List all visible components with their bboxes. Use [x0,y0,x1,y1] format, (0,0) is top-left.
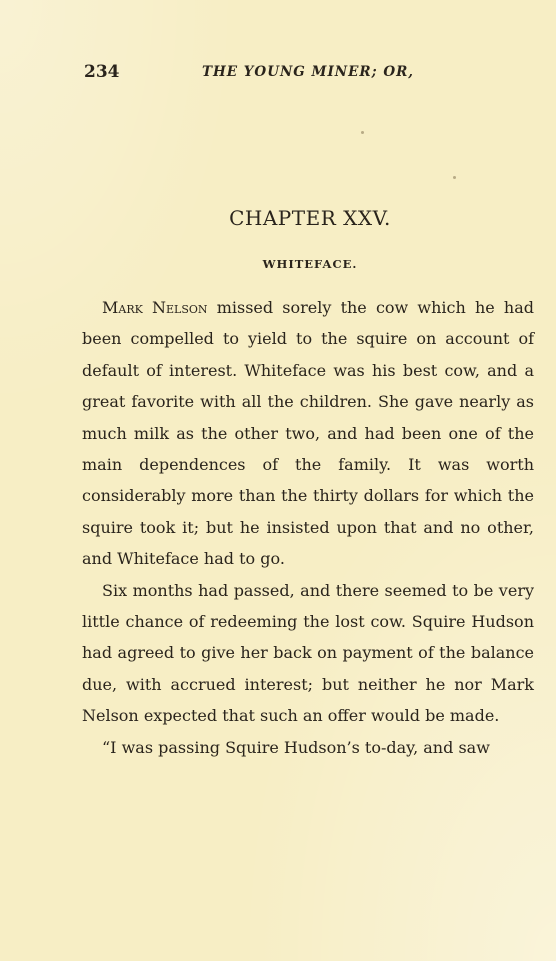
chapter-subtitle: WHITEFACE. [262,257,358,271]
paragraph-text: missed sorely the cow which he had been compelled to yield to the squire on account of default of interest. Whiteface was his best cow, and a great favorite with all the children. She gave nearly as much milk as the other two, and had been one of the main dependences of the family. It was worth considerably more than the thirty dollars for which the squire took it; but he insisted upon that and no other, and Whiteface had to go. [82,298,534,569]
paper-speck [361,131,364,134]
paragraph-text: Six months had passed, and there seemed to be very little chance of redeeming the lost cow. Squire Hudson had agreed to give her back on payment of the balance due, with accrued interest; but neither he nor Mark Nelson expected that such an offer would be made. [82,580,534,726]
page-header [82,60,534,88]
paragraph [82,575,534,732]
paragraph [82,292,534,575]
paragraph-text: “I was passing Squire Hudson’s to-day, and saw [102,737,490,757]
paragraph-lead-name: Mark Nelson [102,298,208,317]
body-text [82,292,534,763]
page-number: 234 [84,62,120,82]
chapter-title: CHAPTER XXV. [229,206,391,230]
paper-speck [453,176,456,179]
running-head: THE YOUNG MINER; OR, [202,64,414,80]
paragraph [82,732,534,763]
